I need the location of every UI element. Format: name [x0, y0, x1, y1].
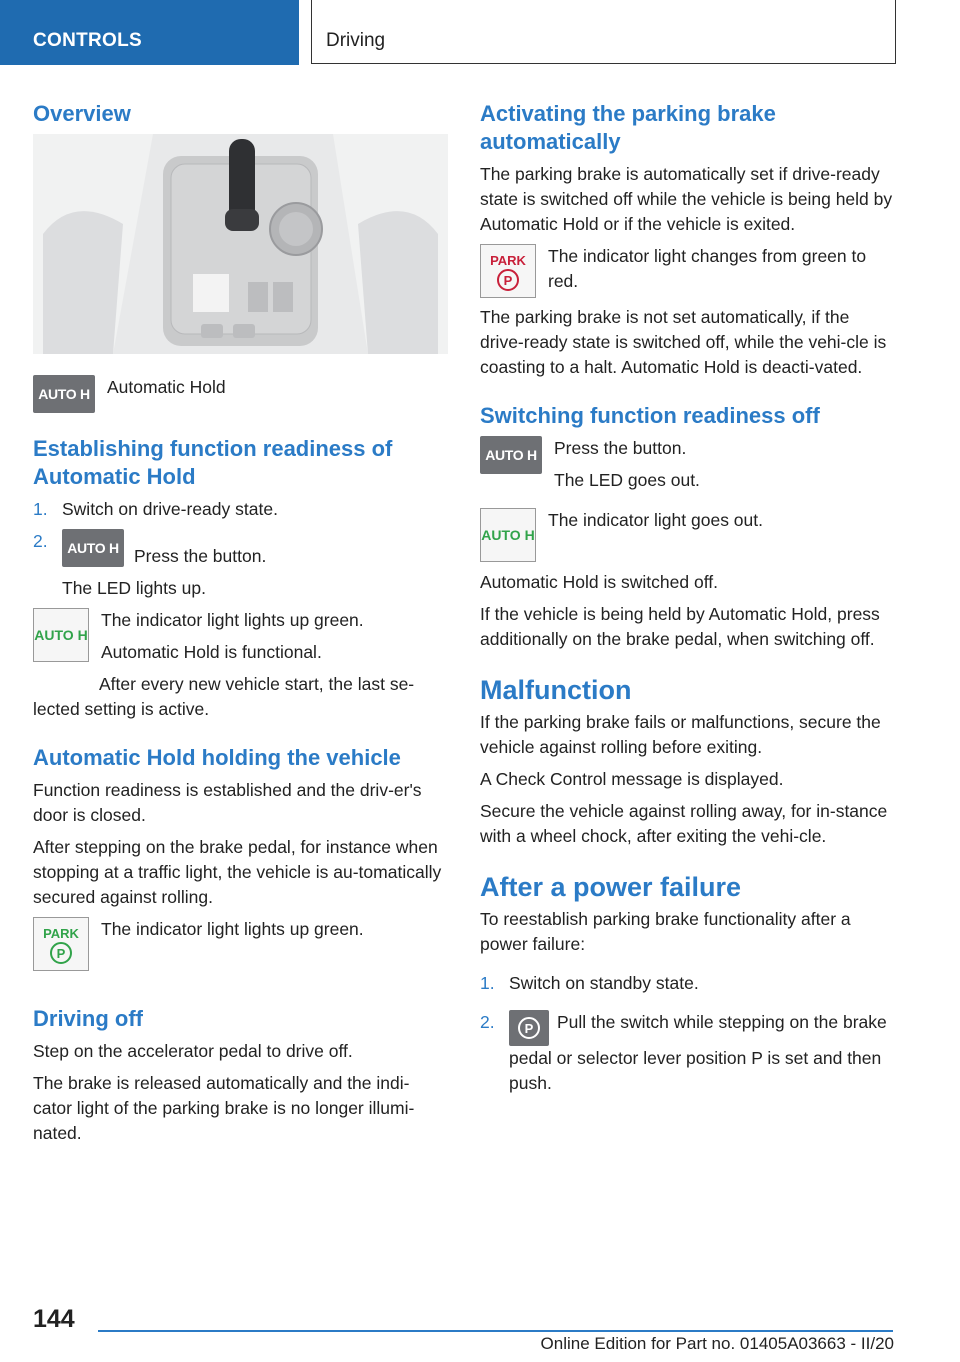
auto-hold-button-icon: AUTO H [480, 436, 542, 474]
holding-heading: Automatic Hold holding the vehicle [33, 745, 401, 770]
auto-hold-button-icon: AUTO H [33, 375, 95, 413]
header-chapter-box [311, 0, 896, 64]
led-goes-out-text: The LED goes out. [554, 470, 700, 490]
activating-indicator-text: The indicator light changes from green to red. [548, 246, 867, 291]
malfunction-heading: Malfunction [480, 675, 632, 705]
svg-text:PARK: PARK [43, 926, 79, 941]
auto-hold-caption: Automatic Hold [107, 377, 226, 397]
switched-off-text: Automatic Hold is switched off. [480, 572, 718, 592]
right-column [480, 100, 895, 1103]
header-section-tab [0, 0, 299, 65]
page-number: 144 [33, 1305, 75, 1333]
press-button-text: Press the button. [554, 438, 687, 458]
header-chapter-label: Driving [326, 30, 386, 51]
activating-paragraph-1: The parking brake is automatically set if drive-ready state is switched off while the vehicle is being held by Automatic Hold or if the vehicle is exited. [480, 164, 893, 234]
list-item: 1. Switch on drive-ready state. [33, 499, 278, 519]
parking-brake-switch-icon [509, 1010, 549, 1046]
center-console-photo [33, 134, 448, 354]
holding-indicator-text: The indicator light lights up green. [101, 919, 364, 939]
indicator-out-row [480, 508, 895, 562]
driving-off-paragraph-1: Step on the accelerator pedal to drive off. [33, 1041, 353, 1061]
list-item: 2. AUTO H Press the button. [33, 531, 267, 566]
holding-paragraph-1: Function readiness is established and the driv-er's door is closed. [33, 780, 422, 825]
driving-off-heading: Driving off [33, 1006, 143, 1031]
indicator-out-text: The indicator light goes out. [548, 510, 763, 530]
svg-text:PARK: PARK [490, 253, 526, 268]
switching-heading: Switching function readiness off [480, 403, 820, 428]
power-failure-paragraph: To reestablish parking brake functionality after a power failure: [480, 909, 851, 954]
indicator-green-text: The indicator light lights up green. [101, 610, 364, 630]
auto-hold-caption-row [33, 375, 448, 413]
park-indicator-row [33, 917, 448, 971]
functional-text: Automatic Hold is functional. [101, 642, 322, 662]
establish-heading: Establishing function readiness of Automatic Hold [33, 436, 393, 489]
last-setting-text: After every new vehicle start, the last se-lected setting is active. [33, 674, 415, 719]
left-column [33, 100, 448, 1153]
led-lights-up: The LED lights up. [62, 578, 206, 598]
switch-off-button-row [480, 436, 895, 500]
activating-heading: Activating the parking brake automatically [480, 101, 776, 154]
svg-text:P: P [524, 1021, 534, 1036]
header-section-label: CONTROLS [33, 30, 143, 51]
malfunction-paragraph-1: If the parking brake fails or malfunctions, secure the vehicle against rolling before exiting. [480, 712, 881, 757]
list-item: 2. P Pull the switch while stepping on the brake pedal or selector lever position P is set and then push. [480, 1012, 887, 1093]
malfunction-paragraph-3: Secure the vehicle against rolling away, for in-stance with a wheel chock, after exiting the vehi-cle. [480, 801, 888, 846]
svg-text:P: P [503, 273, 513, 288]
holding-paragraph-2: After stepping on the brake pedal, for instance when stopping at a traffic light, the vehicle is au-tomatically secured against rolling. [33, 837, 442, 907]
auto-hold-indicator-icon: AUTO H [480, 508, 536, 562]
malfunction-paragraph-2: A Check Control message is displayed. [480, 769, 784, 789]
indicator-row [33, 608, 448, 672]
power-failure-heading: After a power failure [480, 872, 742, 902]
park-red-indicator-row [480, 244, 895, 298]
held-paragraph: If the vehicle is being held by Automatic Hold, press additionally on the brake pedal, when switching off. [480, 604, 880, 649]
activating-paragraph-2: The parking brake is not set automatically, if the drive-ready state is switched off, while the vehi-cle is coasting to a halt. Automatic Hold is deacti-vated. [480, 307, 887, 377]
edition-text: Online Edition for Part no. 01405A03663 - II/20 [540, 1334, 894, 1353]
auto-hold-indicator-icon: AUTO H [33, 608, 89, 662]
list-item: 1. Switch on standby state. [480, 973, 699, 993]
driving-off-paragraph-2: The brake is released automatically and the indi-cator light of the parking brake is no longer illumi-nated. [33, 1073, 415, 1143]
svg-text:P: P [56, 946, 66, 961]
auto-hold-button-icon: AUTO H [62, 529, 124, 567]
footer-divider [98, 1330, 893, 1332]
overview-heading: Overview [33, 101, 131, 126]
park-indicator-red-icon [480, 244, 536, 298]
park-indicator-green-icon [33, 917, 89, 971]
